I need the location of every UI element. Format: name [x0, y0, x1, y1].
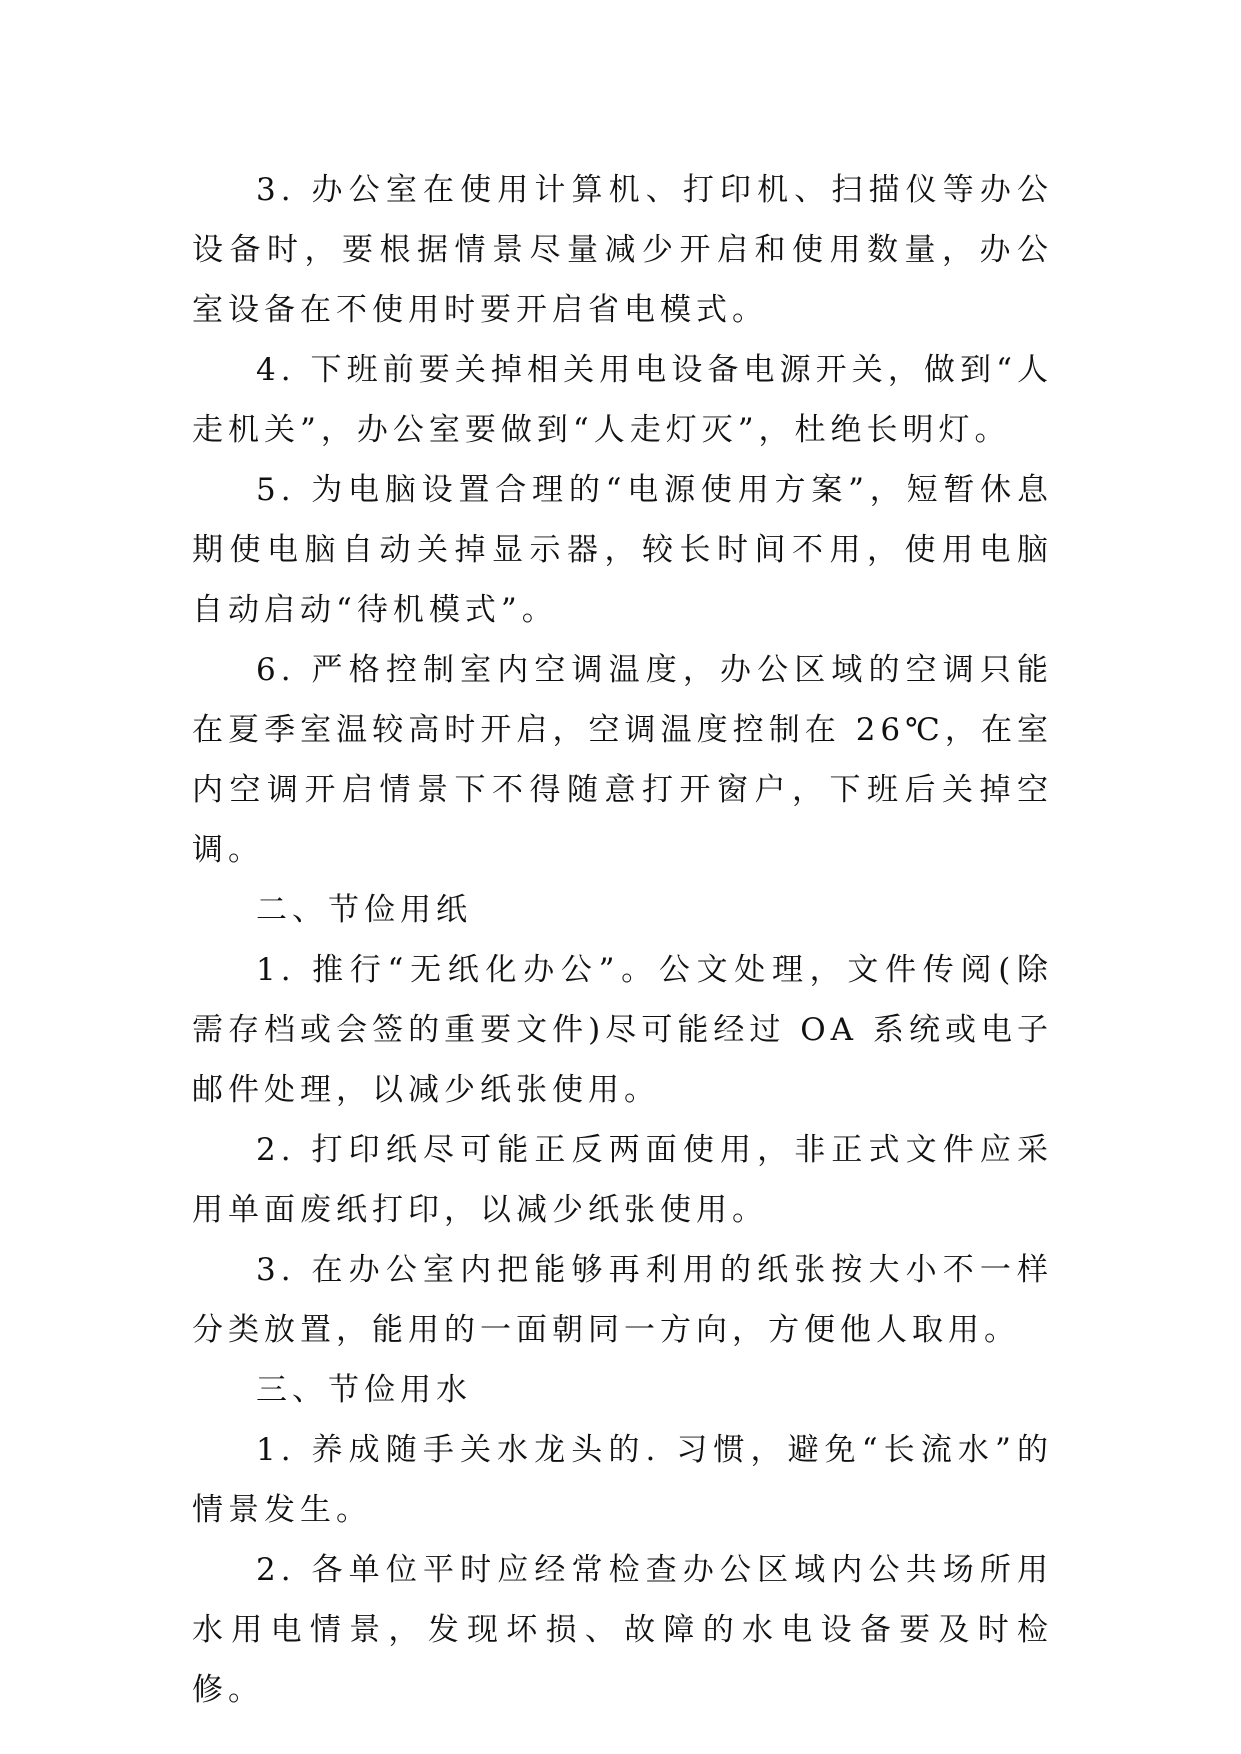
paragraph-double-sided-printing: 2. 打印纸尽可能正反两面使用，非正式文件应采用单面废纸打印，以减少纸张使用。	[192, 1132, 1053, 1228]
paragraph-facility-inspection: 2. 各单位平时应经常检查办公区域内公共场所用水用电情景，发现坏损、故障的水电设备要及时检修。	[192, 1552, 1053, 1708]
paragraph-power-off: 4. 下班前要关掉相关用电设备电源开关，做到“人走机关”，办公室要做到“人走灯灭”，杜绝长明灯。	[192, 352, 1053, 448]
section-heading-water: 三、节俭用水	[256, 1372, 472, 1408]
paragraph-air-conditioning: 6. 严格控制室内空调温度，办公区域的空调只能在夏季室温较高时开启，空调温度控制在 26℃，在室内空调开启情景下不得随意打开窗户，下班后关掉空调。	[192, 652, 1053, 868]
paragraph-paper-reuse: 3. 在办公室内把能够再利用的纸张按大小不一样分类放置，能用的一面朝同一方向，方便他人取用。	[192, 1252, 1053, 1348]
document-body	[192, 160, 1053, 1720]
paragraph-power-plan: 5. 为电脑设置合理的“电源使用方案”，短暂休息期使电脑自动关掉显示器，较长时间不用，使用电脑自动启动“待机模式”。	[192, 472, 1053, 628]
section-heading-paper: 二、节俭用纸	[256, 892, 472, 928]
paragraph-paperless-office: 1. 推行“无纸化办公”。公文处理，文件传阅(除需存档或会签的重要文件)尽可能经过 OA 系统或电子邮件处理，以减少纸张使用。	[192, 952, 1053, 1108]
paragraph-faucet-habit: 1. 养成随手关水龙头的. 习惯，避免“长流水”的情景发生。	[192, 1432, 1053, 1528]
paragraph-office-equipment: 3. 办公室在使用计算机、打印机、扫描仪等办公设备时，要根据情景尽量减少开启和使用数量，办公室设备在不使用时要开启省电模式。	[192, 172, 1053, 328]
